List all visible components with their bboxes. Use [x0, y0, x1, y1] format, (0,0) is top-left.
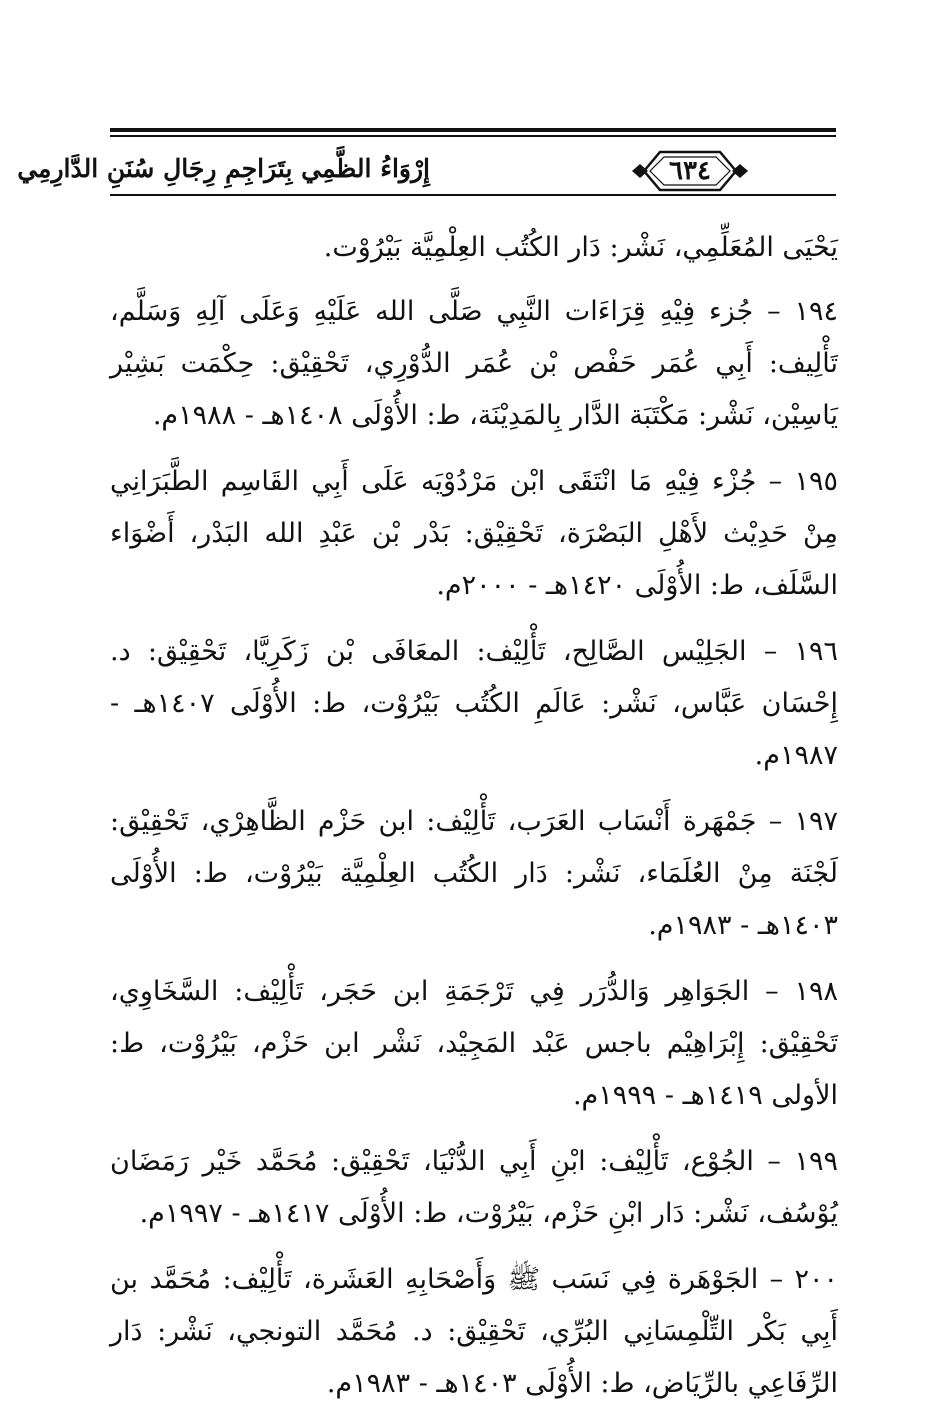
header-rule-bottom [110, 194, 836, 196]
bibliography-list [110, 222, 838, 1424]
header-rule-thick [110, 128, 836, 132]
list-item: ١٩٩ – الجُوْع، تَأْلِيْف: ابْنِ أَبِي الدُّنْيَا، تَحْقِيْق: مُحَمَّد خَيْر رَمَضَان يُوْسُف، نَشْر: دَار ابْنِ حَزْم، بَيْرُوْت، ط: الأُوْلَى ١٤١٧هـ - ١٩٩٧م. [110, 1146, 838, 1229]
entry-number: ٢٠٠ [794, 1264, 838, 1295]
running-header [17, 118, 836, 206]
list-item: ١٩٥ – جُزْء فِيْهِ مَا انْتَقَى ابْن مَرْدُوْيَه عَلَى أَبِي القَاسِم الطَّبَرَانِي مِنْ حَدِيْث لأَهْلِ البَصْرَة، تَحْقِيْق: بَدْر بْن عَبْدِ الله البَدْر، أَضْوَاء السَّلَف، ط: الأُوْلَى ١٤٢٠هـ - ٢٠٠٠م. [110, 466, 839, 601]
entry-text: الجَوَاهِر وَالدُّرَر فِي تَرْجَمَةِ ابن حَجَر، تَأْلِيْف: السَّخَاوِي، تَحْقِيْق: إِبْرَاهِيْم باجس عَبْد المَجِيْد، نَشْر ابن حَزْم، بَيْرُوْت، ط: الأولى ١٤١٩هـ - ١٩٩٩م. [110, 976, 838, 1111]
entry-number: ١٩٨ [794, 976, 838, 1007]
page-number-badge [630, 140, 750, 202]
page-number: ٦٣٤ [669, 156, 711, 186]
entry-number: ١٩٥ [794, 466, 839, 497]
entry-text: جُزء فِيْهِ قِرَاءَات النَّبِي صَلَّى الله عَلَيْهِ وَعَلَى آلِهِ وَسَلَّم، تَأْلِيف: أَبِي عُمَر حَفْص بْن عُمَر الدُّوْرِي، تَحْقِيْق: حِكْمَت بَشِيْر يَاسِيْن، نَشْر: مَكْتَبَة الدَّار بِالمَدِيْنَة، ط: الأُوْلَى ١٤٠٨هـ - ١٩٨٨م. [110, 296, 838, 431]
list-item: ١٩٦ – الجَلِيْس الصَّالِح، تَأْلِيْف: المعَافَى بْن زَكَرِيَّا، تَحْقِيْق: د. إِحْسَان عَبَّاس، نَشْر: عَالَمِ الكُتُب بَيْرُوْت، ط: الأُوْلَى ١٤٠٧هـ - ١٩٨٧م. [110, 636, 838, 771]
list-item: ١٩٨ – الجَوَاهِر وَالدُّرَر فِي تَرْجَمَةِ ابن حَجَر، تَأْلِيْف: السَّخَاوِي، تَحْقِيْق: إِبْرَاهِيْم باجس عَبْد المَجِيْد، نَشْر ابن حَزْم، بَيْرُوْت، ط: الأولى ١٤١٩هـ - ١٩٩٩م. [110, 976, 838, 1111]
entry-text: الجَلِيْس الصَّالِح، تَأْلِيْف: المعَافَى بْن زَكَرِيَّا، تَحْقِيْق: د. إِحْسَان عَبَّاس، نَشْر: عَالَمِ الكُتُب بَيْرُوْت، ط: الأُوْلَى ١٤٠٧هـ - ١٩٨٧م. [110, 636, 838, 771]
list-item: ٢٠٠ – الجَوْهَرة فِي نَسَب ﷺ وَأَصْحَابِهِ العَشَرة، تَأْلِيْف: مُحَمَّد بن أَبِي بَكْر التِّلْمِسَانِي البُرِّي، تَحْقِيْق: د. مُحَمَّد التونجي، نَشْر: دَار الرِّفَاعِي بالرِّيَاض، ط: الأُوْلَى ١٤٠٣هـ - ١٩٨٣م. [110, 1264, 838, 1399]
book-title: إِرْوَاءُ الظَّمِي بِتَرَاجِمِ رِجَالِ سُنَنِ الدَّارِمِي [17, 154, 430, 183]
entry-number: ١٩٤ [794, 296, 838, 327]
continuation-line: يَحْيَى المُعَلِّمِي، نَشْر: دَار الكُتُب العِلْمِيَّة بَيْرُوْت. [323, 232, 838, 263]
entry-number: ١٩٦ [794, 636, 838, 667]
entry-number: ١٩٧ [794, 806, 838, 837]
entry-number: ١٩٩ [794, 1146, 838, 1177]
list-item: ١٩٧ – جَمْهَرة أَنْسَاب العَرَب، تَأْلِيْف: ابن حَزْم الظَّاهِرْي، تَحْقِيْق: لَجْنَة مِنْ العُلَمَاء، نَشْر: دَار الكُتُب العِلْمِيَّة بَيْرُوْت، ط: الأُوْلَى ١٤٠٣هـ - ١٩٨٣م. [110, 806, 838, 941]
entry-text: الجَوْهَرة فِي نَسَب ﷺ وَأَصْحَابِهِ العَشَرة، تَأْلِيْف: مُحَمَّد بن أَبِي بَكْر التِّلْمِسَانِي البُرِّي، تَحْقِيْق: د. مُحَمَّد التونجي، نَشْر: دَار الرِّفَاعِي بالرِّيَاض، ط: الأُوْلَى ١٤٠٣هـ - ١٩٨٣م. [110, 1264, 838, 1399]
header-rule-thin [110, 135, 836, 137]
list-item: ١٩٤ – جُزء فِيْهِ قِرَاءَات النَّبِي صَلَّى الله عَلَيْهِ وَعَلَى آلِهِ وَسَلَّم، تَأْلِيف: أَبِي عُمَر حَفْص بْن عُمَر الدُّوْرِي، تَحْقِيْق: حِكْمَت بَشِيْر يَاسِيْن، نَشْر: مَكْتَبَة الدَّار بِالمَدِيْنَة، ط: الأُوْلَى ١٤٠٨هـ - ١٩٨٨م. [110, 296, 838, 431]
entry-text: جَمْهَرة أَنْسَاب العَرَب، تَأْلِيْف: ابن حَزْم الظَّاهِرْي، تَحْقِيْق: لَجْنَة مِنْ العُلَمَاء، نَشْر: دَار الكُتُب العِلْمِيَّة بَيْرُوْت، ط: الأُوْلَى ١٤٠٣هـ - ١٩٨٣م. [110, 806, 838, 941]
entry-text: الجُوْع، تَأْلِيْف: ابْنِ أَبِي الدُّنْيَا، تَحْقِيْق: مُحَمَّد خَيْر رَمَضَان يُوْسُف، نَشْر: دَار ابْنِ حَزْم، بَيْرُوْت، ط: الأُوْلَى ١٤١٧هـ - ١٩٩٧م. [110, 1146, 838, 1229]
entry-text: جُزْء فِيْهِ مَا انْتَقَى ابْن مَرْدُوْيَه عَلَى أَبِي القَاسِم الطَّبَرَانِي مِنْ حَدِيْث لأَهْلِ البَصْرَة، تَحْقِيْق: بَدْر بْن عَبْدِ الله البَدْر، أَضْوَاء السَّلَف، ط: الأُوْلَى ١٤٢٠هـ - ٢٠٠٠م. [110, 466, 838, 601]
